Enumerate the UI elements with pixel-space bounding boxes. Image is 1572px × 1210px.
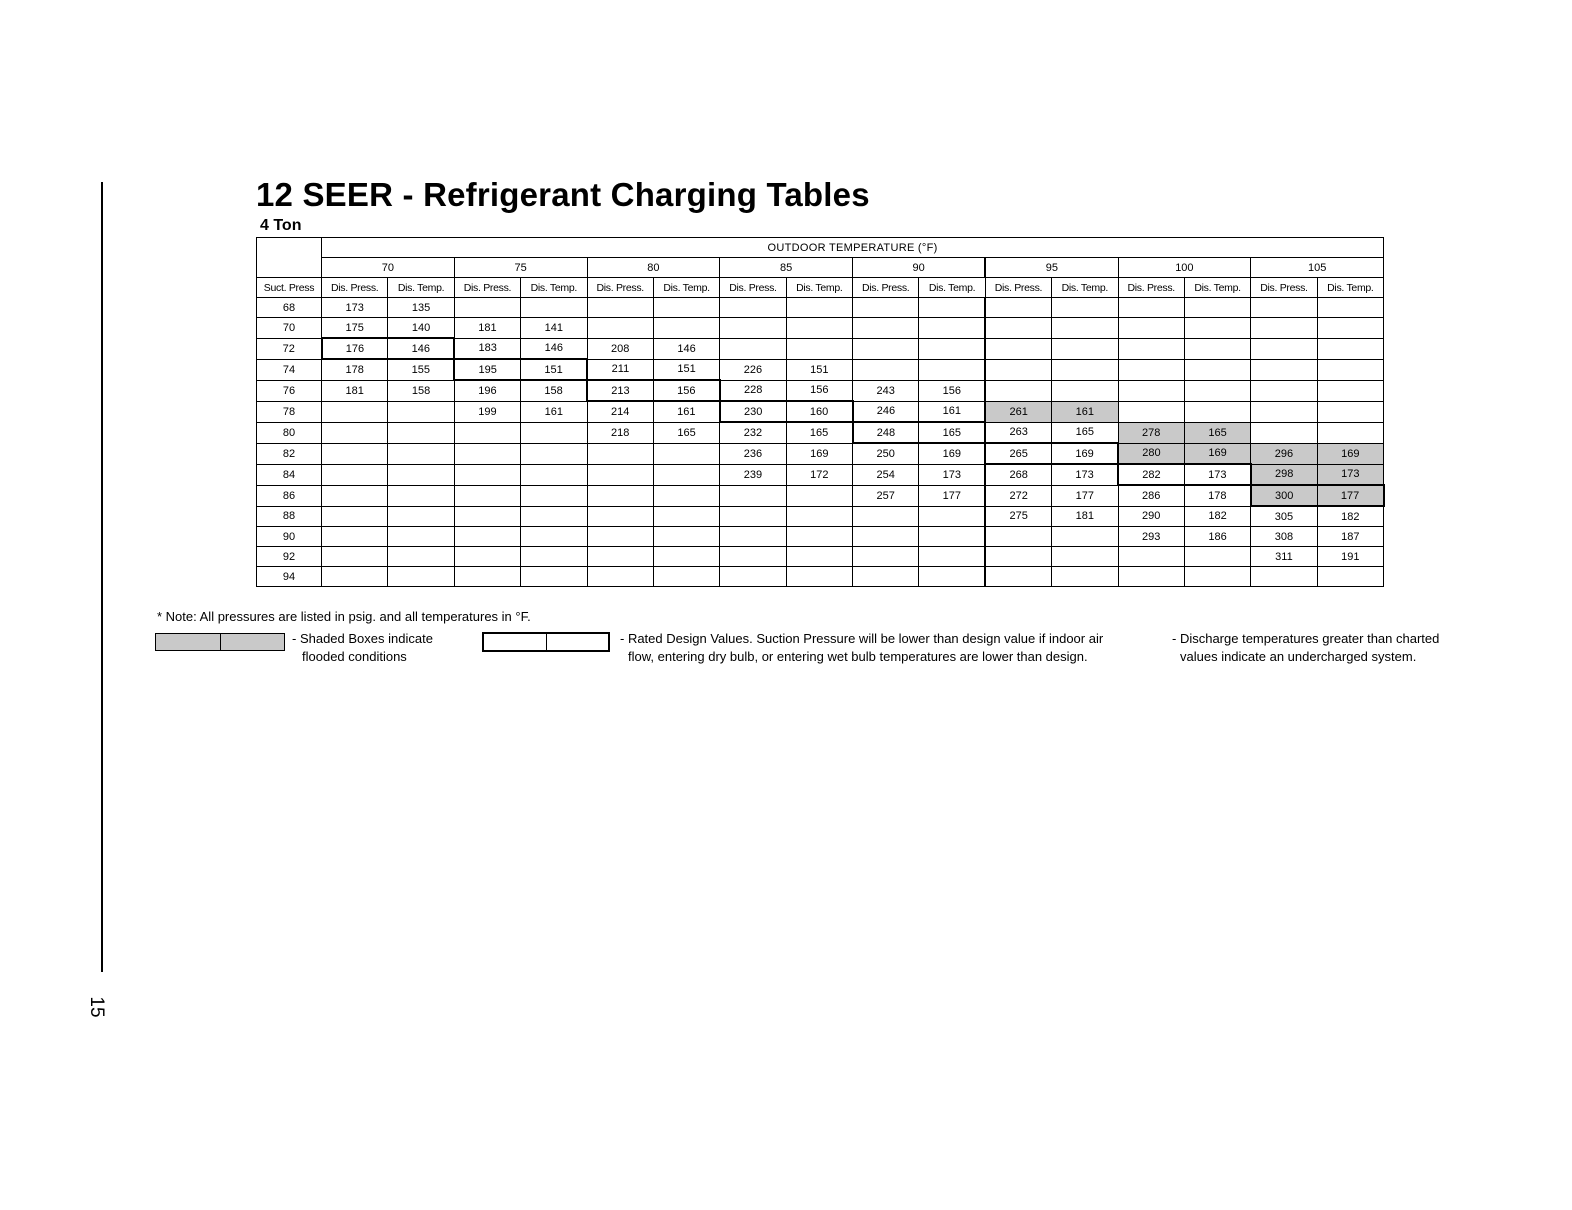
discharge-temperature-cell — [1317, 359, 1383, 380]
discharge-pressure-cell — [853, 567, 919, 587]
discharge-pressure-cell: 230 — [720, 401, 786, 422]
discharge-temperature-cell: 182 — [1317, 506, 1383, 527]
discharge-pressure-cell — [985, 380, 1051, 401]
discharge-pressure-cell — [1118, 401, 1184, 422]
discharge-pressure-cell — [454, 464, 520, 485]
discharge-temperature-header: Dis. Temp. — [1184, 278, 1250, 298]
discharge-pressure-cell: 268 — [985, 464, 1051, 485]
temperature-header: 100 — [1118, 258, 1251, 278]
discharge-pressure-cell — [454, 422, 520, 443]
discharge-temperature-header: Dis. Temp. — [1052, 278, 1118, 298]
discharge-pressure-cell — [587, 464, 653, 485]
discharge-pressure-cell — [1118, 380, 1184, 401]
suction-pressure-cell: 72 — [257, 338, 322, 359]
discharge-temperature-header: Dis. Temp. — [1317, 278, 1383, 298]
temperature-header: 105 — [1251, 258, 1384, 278]
discharge-temperature-cell — [1052, 359, 1118, 380]
charging-table — [256, 237, 1385, 587]
discharge-pressure-cell: 298 — [1251, 464, 1317, 485]
discharge-temperature-cell — [1317, 298, 1383, 318]
discharge-pressure-cell — [454, 567, 520, 587]
discharge-pressure-header: Dis. Press. — [853, 278, 919, 298]
discharge-temperature-cell — [786, 547, 852, 567]
discharge-temperature-cell: 156 — [919, 380, 985, 401]
discharge-temperature-cell: 140 — [388, 318, 454, 339]
discharge-pressure-cell — [853, 359, 919, 380]
discharge-temperature-cell — [1317, 401, 1383, 422]
discharge-temperature-header: Dis. Temp. — [521, 278, 587, 298]
discharge-pressure-cell: 195 — [454, 359, 520, 380]
discharge-pressure-cell — [720, 547, 786, 567]
discharge-pressure-cell — [322, 401, 388, 422]
discharge-pressure-cell: 173 — [322, 298, 388, 318]
discharge-temperature-cell: 169 — [1052, 443, 1118, 464]
discharge-temperature-cell — [919, 567, 985, 587]
discharge-temperature-cell — [1317, 380, 1383, 401]
discharge-pressure-cell: 213 — [587, 380, 653, 401]
table-row — [257, 485, 1384, 506]
discharge-pressure-cell — [853, 527, 919, 547]
discharge-temperature-cell — [919, 527, 985, 547]
discharge-temperature-cell — [1052, 298, 1118, 318]
discharge-temperature-cell: 178 — [1184, 485, 1250, 506]
discharge-pressure-cell: 286 — [1118, 485, 1184, 506]
discharge-pressure-cell — [720, 506, 786, 527]
discharge-temperature-cell — [1317, 422, 1383, 443]
discharge-pressure-cell: 280 — [1118, 443, 1184, 464]
discharge-temperature-cell: 151 — [653, 359, 719, 380]
discharge-temperature-cell — [919, 318, 985, 339]
page-title: 12 SEER - Refrigerant Charging Tables — [256, 176, 870, 213]
discharge-temperature-cell — [1184, 547, 1250, 567]
note-text: * Note: All pressures are listed in psig. and all temperatures in °F. — [157, 609, 531, 624]
discharge-temperature-cell — [521, 298, 587, 318]
discharge-temperature-cell: 187 — [1317, 527, 1383, 547]
discharge-pressure-cell — [1118, 338, 1184, 359]
discharge-pressure-cell — [985, 547, 1051, 567]
discharge-pressure-cell: 282 — [1118, 464, 1184, 485]
discharge-temperature-cell: 169 — [1317, 443, 1383, 464]
discharge-pressure-cell: 296 — [1251, 443, 1317, 464]
discharge-pressure-cell — [720, 485, 786, 506]
discharge-pressure-cell — [587, 485, 653, 506]
discharge-temperature-cell — [919, 338, 985, 359]
discharge-temperature-cell — [919, 506, 985, 527]
discharge-pressure-cell: 232 — [720, 422, 786, 443]
outdoor-temperature-header: OUTDOOR TEMPERATURE (°F) — [322, 238, 1384, 258]
suction-pressure-header: Suct. Press — [257, 278, 322, 298]
discharge-pressure-cell: 278 — [1118, 422, 1184, 443]
table-row — [257, 567, 1384, 587]
discharge-temperature-cell — [653, 527, 719, 547]
discharge-pressure-cell — [454, 485, 520, 506]
discharge-temperature-cell: 156 — [653, 380, 719, 401]
discharge-temperature-cell: 141 — [521, 318, 587, 339]
discharge-pressure-header: Dis. Press. — [322, 278, 388, 298]
discharge-temperature-cell — [1052, 567, 1118, 587]
discharge-temperature-cell: 161 — [653, 401, 719, 422]
discharge-pressure-cell — [454, 527, 520, 547]
shaded-legend-line: flooded conditions — [302, 649, 407, 664]
discharge-pressure-cell — [322, 422, 388, 443]
discharge-temperature-cell — [388, 527, 454, 547]
discharge-pressure-cell: 300 — [1251, 485, 1317, 506]
discharge-pressure-cell: 236 — [720, 443, 786, 464]
discharge-temperature-header: Dis. Temp. — [919, 278, 985, 298]
discharge-pressure-cell — [1118, 547, 1184, 567]
discharge-temperature-cell — [653, 547, 719, 567]
discharge-pressure-cell — [985, 318, 1051, 339]
discharge-pressure-cell — [1251, 422, 1317, 443]
discharge-legend-line: - Discharge temperatures greater than charted — [1172, 631, 1440, 646]
discharge-temperature-cell — [1317, 338, 1383, 359]
discharge-pressure-cell: 257 — [853, 485, 919, 506]
discharge-pressure-cell — [587, 567, 653, 587]
discharge-pressure-cell — [587, 443, 653, 464]
discharge-temperature-cell — [521, 422, 587, 443]
discharge-temperature-cell — [786, 527, 852, 547]
discharge-pressure-cell — [720, 318, 786, 339]
suction-pressure-cell: 90 — [257, 527, 322, 547]
discharge-temperature-cell — [653, 567, 719, 587]
discharge-pressure-cell — [853, 338, 919, 359]
discharge-temperature-header: Dis. Temp. — [653, 278, 719, 298]
discharge-pressure-cell — [985, 527, 1051, 547]
discharge-temperature-header: Dis. Temp. — [786, 278, 852, 298]
discharge-pressure-cell: 250 — [853, 443, 919, 464]
discharge-temperature-cell: 186 — [1184, 527, 1250, 547]
discharge-pressure-cell — [853, 506, 919, 527]
discharge-pressure-cell — [1118, 359, 1184, 380]
rated-legend-swatch — [482, 632, 610, 652]
suction-pressure-cell: 86 — [257, 485, 322, 506]
discharge-pressure-header: Dis. Press. — [985, 278, 1051, 298]
discharge-temperature-cell: 146 — [521, 338, 587, 359]
discharge-temperature-cell: 165 — [1052, 422, 1118, 443]
discharge-temperature-cell — [1184, 380, 1250, 401]
discharge-temperature-cell: 146 — [388, 338, 454, 359]
discharge-pressure-cell — [1251, 401, 1317, 422]
discharge-pressure-cell: 218 — [587, 422, 653, 443]
discharge-temperature-cell — [521, 547, 587, 567]
suction-pressure-cell: 80 — [257, 422, 322, 443]
discharge-temperature-cell — [388, 401, 454, 422]
suction-pressure-cell: 74 — [257, 359, 322, 380]
discharge-pressure-cell — [1251, 318, 1317, 339]
discharge-temperature-cell: 177 — [1317, 485, 1383, 506]
discharge-temperature-cell: 181 — [1052, 506, 1118, 527]
discharge-temperature-cell — [521, 485, 587, 506]
suction-pressure-cell: 88 — [257, 506, 322, 527]
discharge-pressure-cell: 248 — [853, 422, 919, 443]
discharge-temperature-cell: 182 — [1184, 506, 1250, 527]
discharge-pressure-cell — [1251, 298, 1317, 318]
discharge-pressure-cell — [322, 464, 388, 485]
discharge-pressure-header: Dis. Press. — [587, 278, 653, 298]
discharge-pressure-cell — [853, 547, 919, 567]
discharge-temperature-cell: 165 — [653, 422, 719, 443]
discharge-temperature-cell — [1184, 338, 1250, 359]
suction-pressure-cell: 92 — [257, 547, 322, 567]
discharge-pressure-cell: 175 — [322, 318, 388, 339]
discharge-pressure-cell: 305 — [1251, 506, 1317, 527]
table-row — [257, 338, 1384, 359]
shaded-legend-text — [292, 630, 462, 666]
temperature-header: 95 — [985, 258, 1118, 278]
table-row — [257, 443, 1384, 464]
discharge-pressure-cell: 246 — [853, 401, 919, 422]
discharge-temperature-cell — [388, 443, 454, 464]
discharge-pressure-cell: 308 — [1251, 527, 1317, 547]
discharge-pressure-cell — [322, 506, 388, 527]
discharge-temperature-cell — [1184, 318, 1250, 339]
discharge-pressure-cell — [322, 567, 388, 587]
discharge-temperature-cell — [1184, 567, 1250, 587]
discharge-temperature-cell: 169 — [786, 443, 852, 464]
discharge-temperature-cell: 161 — [1052, 401, 1118, 422]
discharge-temperature-cell — [653, 318, 719, 339]
discharge-temperature-cell — [388, 485, 454, 506]
discharge-temperature-cell: 135 — [388, 298, 454, 318]
discharge-pressure-cell — [1251, 380, 1317, 401]
discharge-temperature-cell: 177 — [1052, 485, 1118, 506]
discharge-pressure-cell — [587, 527, 653, 547]
discharge-pressure-cell: 263 — [985, 422, 1051, 443]
shaded-legend-line: - Shaded Boxes indicate — [292, 631, 433, 646]
discharge-pressure-cell: 176 — [322, 338, 388, 359]
discharge-temperature-cell: 173 — [919, 464, 985, 485]
suction-pressure-cell: 78 — [257, 401, 322, 422]
discharge-pressure-cell: 254 — [853, 464, 919, 485]
discharge-pressure-cell — [1118, 298, 1184, 318]
discharge-pressure-cell: 196 — [454, 380, 520, 401]
temperature-header: 75 — [454, 258, 587, 278]
table-row — [257, 380, 1384, 401]
discharge-temperature-cell — [653, 464, 719, 485]
discharge-pressure-cell: 178 — [322, 359, 388, 380]
discharge-temperature-cell — [388, 464, 454, 485]
page-subtitle: 4 Ton — [260, 217, 302, 234]
discharge-temperature-cell: 177 — [919, 485, 985, 506]
discharge-pressure-cell: 265 — [985, 443, 1051, 464]
discharge-pressure-cell — [853, 298, 919, 318]
discharge-temperature-cell: 173 — [1052, 464, 1118, 485]
table-row — [257, 359, 1384, 380]
discharge-temperature-cell — [521, 443, 587, 464]
table-row — [257, 422, 1384, 443]
discharge-temperature-cell: 165 — [919, 422, 985, 443]
discharge-pressure-cell: 239 — [720, 464, 786, 485]
discharge-temperature-cell — [521, 527, 587, 547]
discharge-pressure-cell: 181 — [454, 318, 520, 339]
discharge-temperature-cell — [786, 506, 852, 527]
table-row — [257, 527, 1384, 547]
discharge-pressure-cell: 311 — [1251, 547, 1317, 567]
discharge-legend-text — [1172, 630, 1472, 666]
discharge-pressure-cell — [1251, 359, 1317, 380]
discharge-pressure-cell — [1251, 338, 1317, 359]
discharge-pressure-cell: 275 — [985, 506, 1051, 527]
discharge-temperature-cell — [1052, 338, 1118, 359]
suction-pressure-cell: 82 — [257, 443, 322, 464]
discharge-pressure-cell — [1118, 318, 1184, 339]
table-row — [257, 506, 1384, 527]
discharge-pressure-cell: 183 — [454, 338, 520, 359]
discharge-temperature-cell — [1184, 359, 1250, 380]
discharge-temperature-header: Dis. Temp. — [388, 278, 454, 298]
discharge-temperature-cell — [1052, 547, 1118, 567]
discharge-pressure-cell — [853, 318, 919, 339]
discharge-temperature-cell — [786, 338, 852, 359]
suction-pressure-cell: 84 — [257, 464, 322, 485]
discharge-temperature-cell — [653, 485, 719, 506]
temperature-header: 80 — [587, 258, 720, 278]
discharge-temperature-cell — [1052, 380, 1118, 401]
discharge-temperature-cell — [786, 485, 852, 506]
discharge-pressure-cell — [322, 485, 388, 506]
shaded-legend-swatch — [155, 633, 285, 651]
discharge-pressure-cell — [720, 567, 786, 587]
page-number: 15 — [86, 996, 107, 1018]
discharge-pressure-cell: 228 — [720, 380, 786, 401]
discharge-legend-line: values indicate an undercharged system. — [1180, 649, 1417, 664]
discharge-temperature-cell: 146 — [653, 338, 719, 359]
discharge-temperature-cell — [521, 506, 587, 527]
discharge-temperature-cell — [653, 443, 719, 464]
discharge-pressure-cell — [720, 527, 786, 547]
discharge-pressure-header: Dis. Press. — [1251, 278, 1317, 298]
discharge-temperature-cell: 151 — [786, 359, 852, 380]
discharge-pressure-cell — [1118, 567, 1184, 587]
discharge-pressure-cell — [720, 298, 786, 318]
discharge-temperature-cell: 161 — [919, 401, 985, 422]
discharge-temperature-cell: 169 — [919, 443, 985, 464]
suction-pressure-cell: 68 — [257, 298, 322, 318]
discharge-pressure-header: Dis. Press. — [454, 278, 520, 298]
discharge-pressure-cell — [985, 567, 1051, 587]
discharge-pressure-cell: 211 — [587, 359, 653, 380]
discharge-temperature-cell: 155 — [388, 359, 454, 380]
discharge-pressure-cell: 199 — [454, 401, 520, 422]
discharge-pressure-cell — [720, 338, 786, 359]
temperature-header: 85 — [720, 258, 853, 278]
suction-pressure-cell: 94 — [257, 567, 322, 587]
discharge-temperature-cell — [919, 298, 985, 318]
discharge-pressure-cell — [587, 506, 653, 527]
discharge-temperature-cell: 173 — [1184, 464, 1250, 485]
discharge-pressure-cell — [454, 547, 520, 567]
discharge-temperature-cell — [1317, 567, 1383, 587]
discharge-temperature-cell — [1052, 527, 1118, 547]
discharge-pressure-header: Dis. Press. — [720, 278, 786, 298]
discharge-temperature-cell — [388, 422, 454, 443]
suction-pressure-cell: 70 — [257, 318, 322, 339]
discharge-pressure-cell: 272 — [985, 485, 1051, 506]
discharge-temperature-cell — [653, 506, 719, 527]
discharge-temperature-cell: 191 — [1317, 547, 1383, 567]
discharge-pressure-cell: 261 — [985, 401, 1051, 422]
table-row — [257, 401, 1384, 422]
temperature-header: 90 — [853, 258, 986, 278]
discharge-temperature-cell: 160 — [786, 401, 852, 422]
discharge-pressure-cell — [322, 527, 388, 547]
discharge-pressure-cell: 243 — [853, 380, 919, 401]
temperature-header: 70 — [322, 258, 455, 278]
discharge-pressure-cell — [454, 506, 520, 527]
table-row — [257, 464, 1384, 485]
discharge-pressure-cell: 226 — [720, 359, 786, 380]
table-row — [257, 547, 1384, 567]
discharge-pressure-cell — [322, 547, 388, 567]
discharge-pressure-cell: 208 — [587, 338, 653, 359]
discharge-pressure-cell: 214 — [587, 401, 653, 422]
discharge-temperature-cell: 158 — [388, 380, 454, 401]
discharge-temperature-cell — [388, 547, 454, 567]
rated-legend-line: - Rated Design Values. Suction Pressure will be lower than design value if indoor air — [620, 631, 1104, 646]
discharge-pressure-cell — [587, 547, 653, 567]
discharge-temperature-cell: 156 — [786, 380, 852, 401]
discharge-pressure-cell — [587, 298, 653, 318]
discharge-pressure-cell — [985, 298, 1051, 318]
discharge-pressure-cell — [454, 443, 520, 464]
discharge-temperature-cell: 158 — [521, 380, 587, 401]
discharge-pressure-cell — [985, 338, 1051, 359]
discharge-pressure-cell — [322, 443, 388, 464]
discharge-pressure-cell — [1251, 567, 1317, 587]
discharge-pressure-cell — [985, 359, 1051, 380]
discharge-temperature-cell — [1184, 298, 1250, 318]
discharge-temperature-cell: 151 — [521, 359, 587, 380]
discharge-temperature-cell — [919, 547, 985, 567]
discharge-temperature-cell: 173 — [1317, 464, 1383, 485]
discharge-pressure-header: Dis. Press. — [1118, 278, 1184, 298]
discharge-temperature-cell: 169 — [1184, 443, 1250, 464]
table-row — [257, 318, 1384, 339]
discharge-temperature-cell — [1184, 401, 1250, 422]
discharge-temperature-cell — [388, 567, 454, 587]
discharge-temperature-cell — [1317, 318, 1383, 339]
rated-legend-text — [620, 630, 1160, 666]
discharge-pressure-cell: 181 — [322, 380, 388, 401]
margin-rule — [101, 182, 103, 972]
discharge-pressure-cell — [587, 318, 653, 339]
discharge-temperature-cell — [786, 567, 852, 587]
rated-legend-line: flow, entering dry bulb, or entering wet bulb temperatures are lower than design. — [628, 649, 1088, 664]
discharge-pressure-cell: 293 — [1118, 527, 1184, 547]
discharge-pressure-cell: 290 — [1118, 506, 1184, 527]
discharge-temperature-cell — [521, 567, 587, 587]
discharge-temperature-cell — [653, 298, 719, 318]
discharge-temperature-cell — [786, 298, 852, 318]
discharge-temperature-cell — [919, 359, 985, 380]
discharge-pressure-cell — [454, 298, 520, 318]
discharge-temperature-cell: 165 — [1184, 422, 1250, 443]
discharge-temperature-cell — [786, 318, 852, 339]
discharge-temperature-cell: 161 — [521, 401, 587, 422]
discharge-temperature-cell — [388, 506, 454, 527]
header-corner — [257, 238, 322, 278]
discharge-temperature-cell — [521, 464, 587, 485]
suction-pressure-cell: 76 — [257, 380, 322, 401]
discharge-temperature-cell — [1052, 318, 1118, 339]
discharge-temperature-cell: 165 — [786, 422, 852, 443]
discharge-temperature-cell: 172 — [786, 464, 852, 485]
table-row — [257, 298, 1384, 318]
